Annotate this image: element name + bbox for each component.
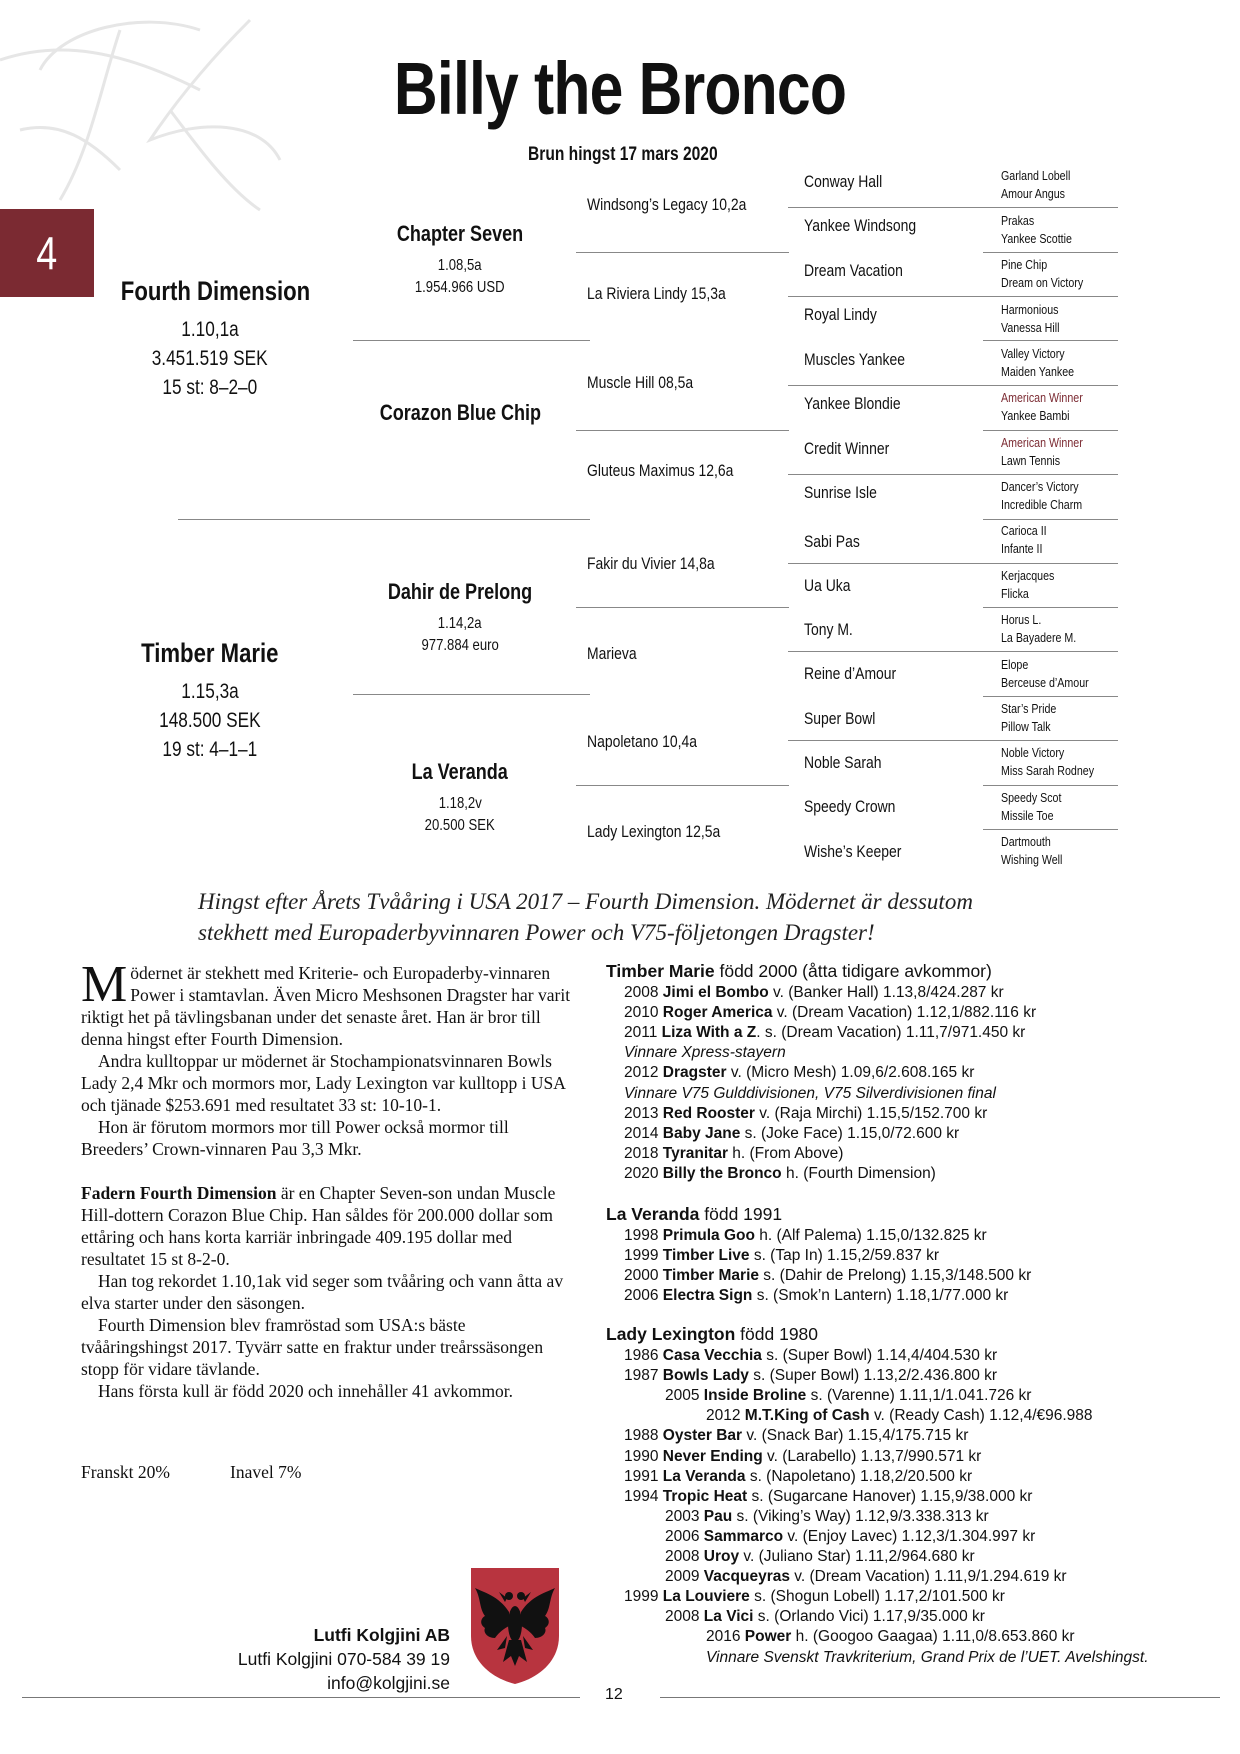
pedigree-divider <box>983 430 1118 431</box>
gen5-pair: Noble Victory Miss Sarah Rodney <box>1001 745 1095 778</box>
gen3-item: Gluteus Maximus 12,6a <box>587 461 734 480</box>
eagle-crest-icon <box>469 1566 561 1686</box>
pedigree-divider <box>788 651 984 652</box>
offspring-row: 1988 Oyster Bar v. (Snack Bar) 1.15,4/175.715 kr <box>624 1427 969 1445</box>
gen5-pair: Horus L. La Bayadere M. <box>1001 612 1077 645</box>
gen4-item: Sabi Pas <box>804 532 860 551</box>
footer-rule-right <box>660 1697 1220 1698</box>
pedigree-divider <box>788 563 984 564</box>
offspring-row: 2020 Billy the Bronco h. (Fourth Dimension) <box>624 1164 936 1182</box>
record-note: Vinnare Svenskt Travkriterium, Grand Prix de l’UET. Avelshingst. <box>706 1648 1149 1666</box>
gen2-item: Dahir de Prelong 1.14,2a 977.884 euro <box>387 579 533 654</box>
gen2-item: Corazon Blue Chip <box>379 400 541 425</box>
gen4-item: Noble Sarah <box>804 753 882 772</box>
pedigree-divider <box>983 829 1118 830</box>
gen4-item: Yankee Windsong <box>804 216 917 235</box>
pedigree-divider <box>983 651 1118 652</box>
dam-record-heading: Timber Marie född 2000 (åtta tidigare avkommor) <box>606 961 992 981</box>
offspring-row: 2006 Sammarco v. (Enjoy Lavec) 1.12,3/1.304.997 kr <box>665 1527 1036 1545</box>
gen5-pair: Speedy Scot Missile Toe <box>1001 790 1062 823</box>
pedigree-divider <box>983 696 1118 697</box>
gen5-pair: American Winner Yankee Bambi <box>1001 390 1083 423</box>
gen4-item: Tony M. <box>804 620 853 639</box>
pedigree-divider <box>983 563 1118 564</box>
dam-name: Timber Marie <box>141 638 279 668</box>
horse-title: Billy the Bronco <box>393 47 847 130</box>
sire-name: Fourth Dimension <box>120 276 311 306</box>
offspring-row: 2014 Baby Jane s. (Joke Face) 1.15,0/72.600 kr <box>624 1124 960 1142</box>
pedigree-divider <box>353 340 590 341</box>
drop-cap: M <box>81 956 128 1013</box>
pedigree-divider <box>576 252 789 253</box>
gen4-item: Royal Lindy <box>804 305 877 324</box>
offspring-row: 1994 Tropic Heat s. (Sugarcane Hanover) 1.15,9/38.000 kr <box>624 1487 1033 1505</box>
offspring-row: 1986 Casa Vecchia s. (Super Bowl) 1.14,4/404.530 kr <box>624 1347 998 1364</box>
gen5-pair: Elope Berceuse d’Amour <box>1001 657 1089 690</box>
pedigree-divider <box>983 740 1118 741</box>
gen4-item: Conway Hall <box>804 172 883 191</box>
gen4-item: Yankee Blondie <box>804 394 901 413</box>
gen4-item: Credit Winner <box>804 439 890 458</box>
pedigree-divider <box>576 607 789 608</box>
pedigree-divider <box>788 207 984 208</box>
intro-text: Hingst efter Årets Tvååring i USA 2017 – Fourth Dimension. Mödernet är dessutom stekhett med Europaderbyvinnaren Power och V75-följetongen Dragster! <box>198 889 973 945</box>
page-number: 12 <box>605 1686 623 1703</box>
offspring-row: 2008 Jimi el Bombo v. (Banker Hall) 1.13,8/424.287 kr <box>624 984 1004 1001</box>
pedigree-divider <box>983 207 1118 208</box>
pedigree-divider <box>788 474 984 475</box>
footer-rule-left <box>22 1697 580 1698</box>
gen5-pair: Kerjacques Flicka <box>1001 568 1055 601</box>
pedigree-divider <box>788 385 984 386</box>
gen3-item: Windsong’s Legacy 10,2a <box>587 195 747 214</box>
offspring-row: 2005 Inside Broline s. (Varenne) 1.11,1/1.041.726 kr <box>665 1387 1032 1405</box>
offspring-row: 2012 M.T.King of Cash v. (Ready Cash) 1.12,4/€96.988 <box>706 1407 1093 1425</box>
pedigree-divider <box>178 519 590 520</box>
horse-subtitle: Brun hingst 17 mars 2020 <box>528 144 718 165</box>
pedigree-divider <box>983 296 1118 297</box>
pedigree-divider <box>983 340 1118 341</box>
gen3-item: Napoletano 10,4a <box>587 732 698 751</box>
gen2-item: Chapter Seven 1.08,5a 1.954.966 USD <box>396 221 524 296</box>
record-note: Vinnare Xpress-stayern <box>624 1044 786 1062</box>
gen5-pair: Pine Chip Dream on Victory <box>1001 257 1084 290</box>
offspring-row: 1998 Primula Goo h. (Alf Palema) 1.15,0/132.825 kr <box>624 1227 987 1244</box>
offspring-row: 2016 Power h. (Googoo Gaagaa) 1.11,0/8.653.860 kr <box>706 1628 1075 1646</box>
gen5-pair: Star’s Pride Pillow Talk <box>1001 701 1057 734</box>
dam-record-heading: La Veranda född 1991 <box>606 1204 783 1224</box>
inavel-percent: Inavel 7% <box>230 1462 302 1482</box>
record-note: Vinnare V75 Gulddivisionen, V75 Silverdivisionen final <box>624 1084 996 1102</box>
gen5-pair: Garland Lobell Amour Angus <box>1001 168 1071 201</box>
gen4-item: Ua Uka <box>804 576 851 595</box>
offspring-row: 1999 Timber Live s. (Tap In) 1.15,2/59.837 kr <box>624 1247 940 1265</box>
offspring-row: 1991 La Veranda s. (Napoletano) 1.18,2/20.500 kr <box>624 1467 973 1485</box>
offspring-row: 2000 Timber Marie s. (Dahir de Prelong) 1.15,3/148.500 kr <box>624 1267 1032 1285</box>
offspring-row: 2018 Tyranitar h. (From Above) <box>624 1144 844 1162</box>
pedigree-divider <box>788 740 984 741</box>
gen4-item: Speedy Crown <box>804 797 896 816</box>
gen4-item: Super Bowl <box>804 709 876 728</box>
offspring-row: 2009 Vacqueyras v. (Dream Vacation) 1.11,9/1.294.619 kr <box>665 1568 1067 1586</box>
company-phone: Lutfi Kolgjini 070-584 39 19 <box>237 1649 450 1669</box>
pedigree-divider <box>353 694 590 695</box>
offspring-row: 2006 Electra Sign s. (Smok’n Lantern) 1.18,1/77.000 kr <box>624 1287 1009 1305</box>
gen5-pair: American Winner Lawn Tennis <box>1001 435 1083 468</box>
gen5-pair: Carioca II Infante II <box>1001 523 1047 556</box>
gen3-item: La Riviera Lindy 15,3a <box>587 284 726 303</box>
dam-block: Timber Marie 1.15,3a 148.500 SEK 19 st: 4–1–1 <box>141 638 279 761</box>
pedigree-divider <box>983 785 1118 786</box>
dam-record-heading: Lady Lexington född 1980 <box>606 1324 819 1344</box>
pedigree-divider <box>983 519 1118 520</box>
offspring-row: 2003 Pau s. (Viking’s Way) 1.12,9/3.338.313 kr <box>665 1507 989 1525</box>
company-name: Lutfi Kolgjini AB <box>313 1625 450 1645</box>
company-info <box>238 1623 450 1695</box>
sire-block: Fourth Dimension 1.10,1a 3.451.519 SEK 15 st: 8–2–0 <box>120 276 311 399</box>
pedigree-divider <box>788 296 984 297</box>
lot-number-badge: 4 <box>0 209 94 297</box>
gen3-item: Muscle Hill 08,5a <box>587 373 694 392</box>
gen4-item: Wishe’s Keeper <box>804 842 902 861</box>
pedigree-divider <box>983 607 1118 608</box>
pedigree-divider <box>983 252 1118 253</box>
offspring-row: 2013 Red Rooster v. (Raja Mirchi) 1.15,5/152.700 kr <box>624 1104 988 1122</box>
description-text: Mödernet är stekhett med Kriterie- och Europaderby-vinnaren Power i stamtavlan. Även Micro Meshsonen Dragster har varit riktigt het på tävlingsbanan under det senaste året. Han är bror till denna hingst efter Fourth Dimension. Andra kulltoppar ur mödernet är Stochampionatsvinnaren Bowls Lady 2,4 Mkr och mormors mor, Lady Lexington var kulltopp i USA och tjänade $253.691 med resultatet 33 st: 10-10-1. Hon är förutom mormors mor till Power också mormor till Breeders’ Crown-vinnaren Pau 3,3 Mkr. Fadern Fourth Dimension är en Chapter Seven-son undan Muscle Hill-dottern Corazon Blue Chip. Han såldes för 200.000 dollar som ettåring och hans korta karriär inbringade 409.195 dollar med resultatet 15 st 8-2-0. Han tog rekordet 1.10,1ak vid seger som tvååring och vann åtta av elva starter under den säsongen. Fourth Dimension blev framröstad som USA:s bäste tvååringshingst 2017. Tyvärr satte en fraktur under treårssäsongen stopp för vidare tävlande. Hans första kull är född 2020 och innehåller 41 avkommor. <box>81 956 571 1401</box>
gen3-item: Marieva <box>587 644 637 663</box>
gen3-item: Lady Lexington 12,5a <box>587 822 721 841</box>
franskt-percent: Franskt 20% <box>81 1462 170 1482</box>
offspring-row: 2011 Liza With a Z. s. (Dream Vacation) 1.11,7/971.450 kr <box>624 1024 1026 1042</box>
gen5-pair: Prakas Yankee Scottie <box>1001 213 1072 246</box>
offspring-row: 2008 Uroy v. (Juliano Star) 1.11,2/964.680 kr <box>665 1548 975 1565</box>
gen5-pair: Valley Victory Maiden Yankee <box>1001 346 1075 379</box>
pedigree-divider <box>983 385 1118 386</box>
offspring-row: 2008 La Vici s. (Orlando Vici) 1.17,9/35.000 kr <box>665 1608 985 1626</box>
gen5-pair: Dancer’s Victory Incredible Charm <box>1001 479 1083 512</box>
offspring-row: 1987 Bowls Lady s. (Super Bowl) 1.13,2/2.436.800 kr <box>624 1367 998 1385</box>
pedigree-divider <box>576 785 789 786</box>
gen4-item: Dream Vacation <box>804 261 903 280</box>
gen5-pair: Harmonious Vanessa Hill <box>1001 302 1060 335</box>
gen5-pair: Dartmouth Wishing Well <box>1001 834 1063 867</box>
gen4-item: Reine d’Amour <box>804 664 897 683</box>
company-email: info@kolgjini.se <box>327 1673 450 1693</box>
gen4-item: Muscles Yankee <box>804 350 906 369</box>
offspring-row: 2012 Dragster v. (Micro Mesh) 1.09,6/2.608.165 kr <box>624 1064 975 1082</box>
offspring-row: 1990 Never Ending v. (Larabello) 1.13,7/990.571 kr <box>624 1447 982 1465</box>
pedigree-divider <box>983 474 1118 475</box>
gen2-item: La Veranda 1.18,2v 20.500 SEK <box>411 759 509 834</box>
offspring-row: 2010 Roger America v. (Dream Vacation) 1.12,1/882.116 kr <box>624 1004 1037 1022</box>
offspring-row: 1999 La Louviere s. (Shogun Lobell) 1.17,2/101.500 kr <box>624 1588 1005 1606</box>
gen4-item: Sunrise Isle <box>804 483 877 502</box>
gen3-item: Fakir du Vivier 14,8a <box>587 554 715 573</box>
pedigree-divider <box>576 430 789 431</box>
